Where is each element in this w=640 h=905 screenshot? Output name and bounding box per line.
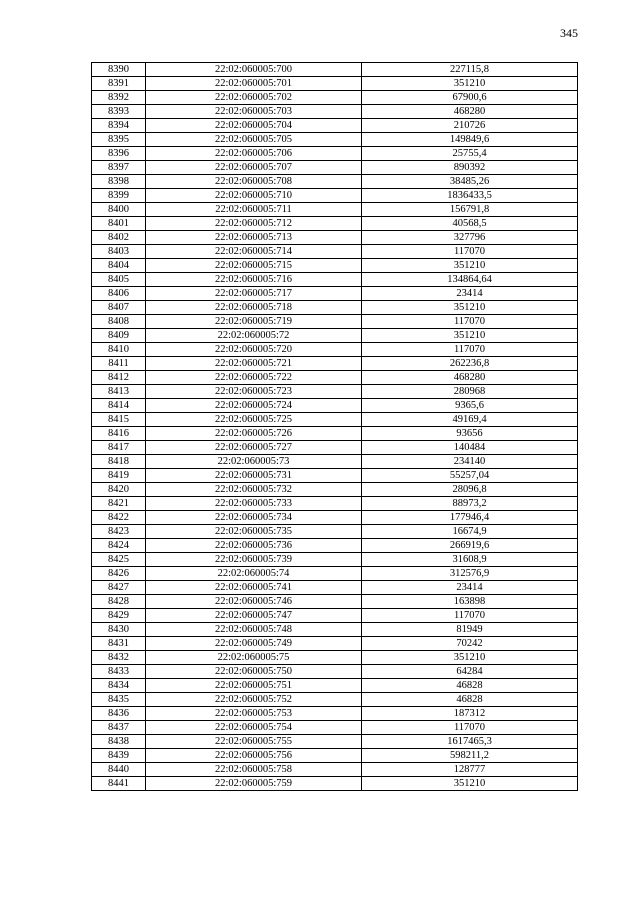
- value-cell: 40568,5: [362, 217, 578, 231]
- cadastral-number-cell: 22:02:060005:719: [146, 315, 362, 329]
- table-row: [92, 133, 578, 147]
- cadastral-number-cell: 22:02:060005:704: [146, 119, 362, 133]
- row-number-cell: 8435: [92, 693, 146, 707]
- value-cell: 31608,9: [362, 553, 578, 567]
- cadastral-number-cell: 22:02:060005:747: [146, 609, 362, 623]
- cadastral-number-cell: 22:02:060005:703: [146, 105, 362, 119]
- table-row: [92, 63, 578, 77]
- cadastral-number-cell: 22:02:060005:755: [146, 735, 362, 749]
- value-cell: 23414: [362, 581, 578, 595]
- value-cell: 262236,8: [362, 357, 578, 371]
- table-row: [92, 273, 578, 287]
- cadastral-table: [91, 62, 578, 791]
- value-cell: 67900,6: [362, 91, 578, 105]
- cadastral-number-cell: 22:02:060005:750: [146, 665, 362, 679]
- table-row: [92, 147, 578, 161]
- table-row: [92, 763, 578, 777]
- value-cell: 312576,9: [362, 567, 578, 581]
- cadastral-number-cell: 22:02:060005:752: [146, 693, 362, 707]
- row-number-cell: 8412: [92, 371, 146, 385]
- value-cell: 140484: [362, 441, 578, 455]
- cadastral-number-cell: 22:02:060005:754: [146, 721, 362, 735]
- cadastral-number-cell: 22:02:060005:706: [146, 147, 362, 161]
- cadastral-number-cell: 22:02:060005:715: [146, 259, 362, 273]
- table-row: [92, 735, 578, 749]
- row-number-cell: 8402: [92, 231, 146, 245]
- cadastral-number-cell: 22:02:060005:739: [146, 553, 362, 567]
- cadastral-number-cell: 22:02:060005:741: [146, 581, 362, 595]
- table-row: [92, 427, 578, 441]
- table-row: [92, 581, 578, 595]
- table-row: [92, 77, 578, 91]
- table-row: [92, 497, 578, 511]
- cadastral-number-cell: 22:02:060005:714: [146, 245, 362, 259]
- table-row: [92, 161, 578, 175]
- value-cell: 890392: [362, 161, 578, 175]
- cadastral-number-cell: 22:02:060005:748: [146, 623, 362, 637]
- table-row: [92, 343, 578, 357]
- row-number-cell: 8413: [92, 385, 146, 399]
- row-number-cell: 8409: [92, 329, 146, 343]
- cadastral-number-cell: 22:02:060005:708: [146, 175, 362, 189]
- row-number-cell: 8414: [92, 399, 146, 413]
- cadastral-number-cell: 22:02:060005:702: [146, 91, 362, 105]
- value-cell: 351210: [362, 77, 578, 91]
- value-cell: 351210: [362, 651, 578, 665]
- value-cell: 55257,04: [362, 469, 578, 483]
- cadastral-number-cell: 22:02:060005:726: [146, 427, 362, 441]
- value-cell: 88973,2: [362, 497, 578, 511]
- cadastral-number-cell: 22:02:060005:736: [146, 539, 362, 553]
- cadastral-number-cell: 22:02:060005:721: [146, 357, 362, 371]
- table-row: [92, 245, 578, 259]
- table-row: [92, 399, 578, 413]
- value-cell: 1617465,3: [362, 735, 578, 749]
- value-cell: 81949: [362, 623, 578, 637]
- cadastral-number-cell: 22:02:060005:707: [146, 161, 362, 175]
- cadastral-number-cell: 22:02:060005:731: [146, 469, 362, 483]
- row-number-cell: 8420: [92, 483, 146, 497]
- value-cell: 351210: [362, 301, 578, 315]
- cadastral-number-cell: 22:02:060005:72: [146, 329, 362, 343]
- cadastral-number-cell: 22:02:060005:701: [146, 77, 362, 91]
- cadastral-number-cell: 22:02:060005:746: [146, 595, 362, 609]
- value-cell: 23414: [362, 287, 578, 301]
- value-cell: 117070: [362, 721, 578, 735]
- row-number-cell: 8439: [92, 749, 146, 763]
- cadastral-number-cell: 22:02:060005:725: [146, 413, 362, 427]
- cadastral-number-cell: 22:02:060005:705: [146, 133, 362, 147]
- table-row: [92, 623, 578, 637]
- row-number-cell: 8407: [92, 301, 146, 315]
- cadastral-number-cell: 22:02:060005:700: [146, 63, 362, 77]
- row-number-cell: 8418: [92, 455, 146, 469]
- table-row: [92, 105, 578, 119]
- row-number-cell: 8392: [92, 91, 146, 105]
- table-row: [92, 441, 578, 455]
- cadastral-number-cell: 22:02:060005:727: [146, 441, 362, 455]
- value-cell: 280968: [362, 385, 578, 399]
- table-row: [92, 455, 578, 469]
- row-number-cell: 8403: [92, 245, 146, 259]
- row-number-cell: 8393: [92, 105, 146, 119]
- cadastral-number-cell: 22:02:060005:758: [146, 763, 362, 777]
- cadastral-number-cell: 22:02:060005:724: [146, 399, 362, 413]
- row-number-cell: 8425: [92, 553, 146, 567]
- table-row: [92, 203, 578, 217]
- row-number-cell: 8440: [92, 763, 146, 777]
- table-row: [92, 539, 578, 553]
- cadastral-number-cell: 22:02:060005:75: [146, 651, 362, 665]
- table-row: [92, 287, 578, 301]
- value-cell: 163898: [362, 595, 578, 609]
- table-row: [92, 189, 578, 203]
- value-cell: 38485,26: [362, 175, 578, 189]
- cadastral-number-cell: 22:02:060005:751: [146, 679, 362, 693]
- value-cell: 327796: [362, 231, 578, 245]
- cadastral-number-cell: 22:02:060005:711: [146, 203, 362, 217]
- row-number-cell: 8401: [92, 217, 146, 231]
- row-number-cell: 8405: [92, 273, 146, 287]
- cadastral-number-cell: 22:02:060005:710: [146, 189, 362, 203]
- row-number-cell: 8399: [92, 189, 146, 203]
- table-body: [92, 63, 578, 791]
- table-row: [92, 315, 578, 329]
- value-cell: 128777: [362, 763, 578, 777]
- table-row: [92, 665, 578, 679]
- value-cell: 117070: [362, 315, 578, 329]
- row-number-cell: 8429: [92, 609, 146, 623]
- value-cell: 156791,8: [362, 203, 578, 217]
- value-cell: 28096,8: [362, 483, 578, 497]
- page-number: 345: [560, 26, 578, 40]
- table-row: [92, 679, 578, 693]
- value-cell: 25755,4: [362, 147, 578, 161]
- row-number-cell: 8430: [92, 623, 146, 637]
- row-number-cell: 8410: [92, 343, 146, 357]
- row-number-cell: 8436: [92, 707, 146, 721]
- value-cell: 149849,6: [362, 133, 578, 147]
- cadastral-number-cell: 22:02:060005:734: [146, 511, 362, 525]
- row-number-cell: 8428: [92, 595, 146, 609]
- value-cell: 117070: [362, 245, 578, 259]
- row-number-cell: 8406: [92, 287, 146, 301]
- cadastral-number-cell: 22:02:060005:720: [146, 343, 362, 357]
- row-number-cell: 8438: [92, 735, 146, 749]
- row-number-cell: 8419: [92, 469, 146, 483]
- row-number-cell: 8416: [92, 427, 146, 441]
- value-cell: 134864,64: [362, 273, 578, 287]
- table-row: [92, 371, 578, 385]
- table-row: [92, 329, 578, 343]
- value-cell: 351210: [362, 329, 578, 343]
- value-cell: 468280: [362, 371, 578, 385]
- table-row: [92, 693, 578, 707]
- cadastral-number-cell: 22:02:060005:735: [146, 525, 362, 539]
- row-number-cell: 8437: [92, 721, 146, 735]
- cadastral-number-cell: 22:02:060005:749: [146, 637, 362, 651]
- value-cell: 351210: [362, 259, 578, 273]
- row-number-cell: 8426: [92, 567, 146, 581]
- cadastral-number-cell: 22:02:060005:756: [146, 749, 362, 763]
- row-number-cell: 8434: [92, 679, 146, 693]
- cadastral-number-cell: 22:02:060005:759: [146, 777, 362, 791]
- table-row: [92, 119, 578, 133]
- table-row: [92, 707, 578, 721]
- row-number-cell: 8408: [92, 315, 146, 329]
- cadastral-number-cell: 22:02:060005:723: [146, 385, 362, 399]
- table-row: [92, 609, 578, 623]
- row-number-cell: 8391: [92, 77, 146, 91]
- cadastral-number-cell: 22:02:060005:717: [146, 287, 362, 301]
- table-row: [92, 553, 578, 567]
- table-row: [92, 637, 578, 651]
- row-number-cell: 8394: [92, 119, 146, 133]
- row-number-cell: 8396: [92, 147, 146, 161]
- value-cell: 227115,8: [362, 63, 578, 77]
- table-row: [92, 651, 578, 665]
- table-row: [92, 357, 578, 371]
- row-number-cell: 8411: [92, 357, 146, 371]
- table-row: [92, 749, 578, 763]
- cadastral-number-cell: 22:02:060005:713: [146, 231, 362, 245]
- row-number-cell: 8397: [92, 161, 146, 175]
- table-row: [92, 595, 578, 609]
- row-number-cell: 8424: [92, 539, 146, 553]
- row-number-cell: 8398: [92, 175, 146, 189]
- row-number-cell: 8404: [92, 259, 146, 273]
- table-row: [92, 231, 578, 245]
- table-row: [92, 413, 578, 427]
- row-number-cell: 8431: [92, 637, 146, 651]
- value-cell: 49169,4: [362, 413, 578, 427]
- table-row: [92, 175, 578, 189]
- value-cell: 210726: [362, 119, 578, 133]
- value-cell: 64284: [362, 665, 578, 679]
- value-cell: 70242: [362, 637, 578, 651]
- table-row: [92, 301, 578, 315]
- table-row: [92, 777, 578, 791]
- cadastral-number-cell: 22:02:060005:712: [146, 217, 362, 231]
- value-cell: 234140: [362, 455, 578, 469]
- row-number-cell: 8427: [92, 581, 146, 595]
- value-cell: 598211,2: [362, 749, 578, 763]
- table-row: [92, 721, 578, 735]
- row-number-cell: 8422: [92, 511, 146, 525]
- value-cell: 1836433,5: [362, 189, 578, 203]
- value-cell: 351210: [362, 777, 578, 791]
- cadastral-number-cell: 22:02:060005:732: [146, 483, 362, 497]
- table-row: [92, 567, 578, 581]
- value-cell: 16674,9: [362, 525, 578, 539]
- row-number-cell: 8421: [92, 497, 146, 511]
- row-number-cell: 8433: [92, 665, 146, 679]
- value-cell: 187312: [362, 707, 578, 721]
- table-row: [92, 259, 578, 273]
- cadastral-number-cell: 22:02:060005:716: [146, 273, 362, 287]
- value-cell: 117070: [362, 343, 578, 357]
- value-cell: 117070: [362, 609, 578, 623]
- cadastral-number-cell: 22:02:060005:733: [146, 497, 362, 511]
- cadastral-number-cell: 22:02:060005:753: [146, 707, 362, 721]
- row-number-cell: 8441: [92, 777, 146, 791]
- value-cell: 266919,6: [362, 539, 578, 553]
- value-cell: 9365,6: [362, 399, 578, 413]
- row-number-cell: 8423: [92, 525, 146, 539]
- table-row: [92, 511, 578, 525]
- table-row: [92, 385, 578, 399]
- value-cell: 177946,4: [362, 511, 578, 525]
- value-cell: 468280: [362, 105, 578, 119]
- table-row: [92, 483, 578, 497]
- cadastral-number-cell: 22:02:060005:718: [146, 301, 362, 315]
- row-number-cell: 8432: [92, 651, 146, 665]
- row-number-cell: 8415: [92, 413, 146, 427]
- row-number-cell: 8400: [92, 203, 146, 217]
- table-row: [92, 469, 578, 483]
- table-row: [92, 91, 578, 105]
- row-number-cell: 8417: [92, 441, 146, 455]
- value-cell: 93656: [362, 427, 578, 441]
- table-row: [92, 217, 578, 231]
- row-number-cell: 8390: [92, 63, 146, 77]
- cadastral-number-cell: 22:02:060005:722: [146, 371, 362, 385]
- value-cell: 46828: [362, 693, 578, 707]
- table-row: [92, 525, 578, 539]
- value-cell: 46828: [362, 679, 578, 693]
- row-number-cell: 8395: [92, 133, 146, 147]
- cadastral-number-cell: 22:02:060005:74: [146, 567, 362, 581]
- cadastral-number-cell: 22:02:060005:73: [146, 455, 362, 469]
